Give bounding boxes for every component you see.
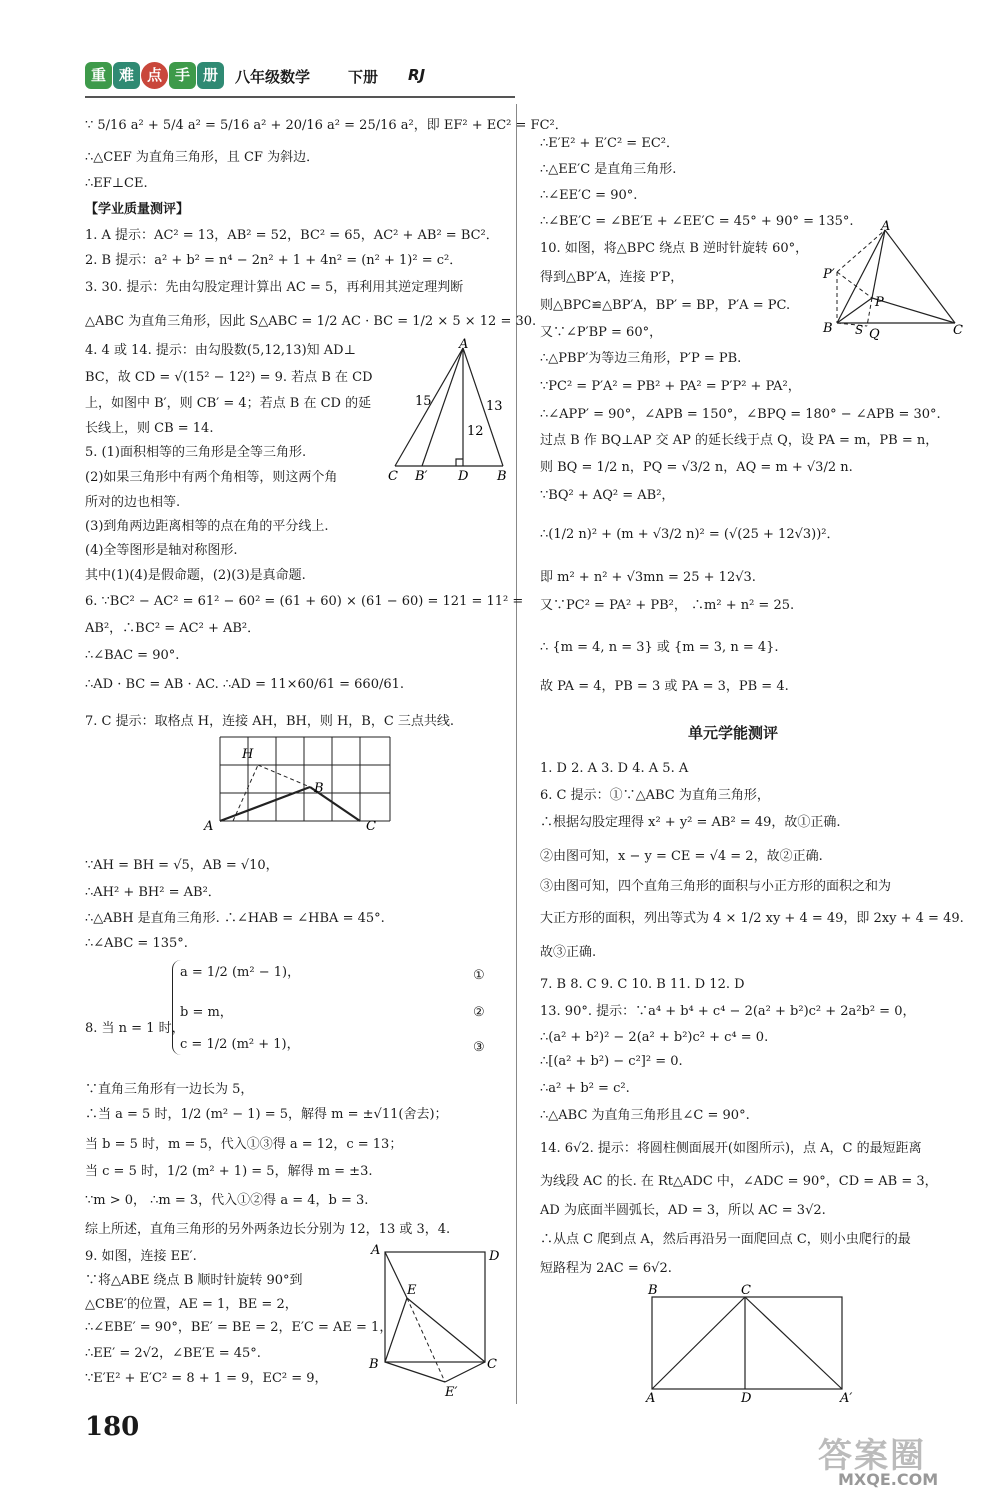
- text-line: 过点 B 作 BQ⊥AP 交 AP 的延长线于点 Q，设 PA = m，PB = n，: [540, 433, 939, 448]
- text-line: ∵PC² = P′A² = PB² + PA² = P′P² + PA²，: [540, 379, 801, 394]
- text-line: ∵将△ABE 绕点 B 顺时针旋转 90°到: [85, 1273, 303, 1288]
- fig4-label-b: B: [497, 469, 507, 484]
- text-line: ∴ {m = 4, n = 3} 或 {m = 3, n = 4}.: [540, 640, 779, 655]
- q8-eq3: c = 1/2 (m² + 1)，: [180, 1037, 300, 1052]
- fig7-label-b: B: [314, 781, 324, 796]
- text-line: 为线段 AC 的长. 在 Rt△ADC 中，∠ADC = 90°，CD = AB = 3，: [540, 1174, 938, 1189]
- text-line: BC，故 CD = √(15² − 12²) = 9. 若点 B 在 CD: [85, 370, 373, 385]
- text-line: 1. D 2. A 3. D 4. A 5. A: [540, 761, 689, 776]
- text-line: 大正方形的面积，列出等式为 4 × 1/2 xy + 4 = 49，即 2xy + 4 = 49.: [540, 911, 964, 926]
- watermark-url: MXQE.COM: [838, 1470, 939, 1489]
- text-line: 14. 6√2. 提示：将圆柱侧面展开(如图所示)，点 A，C 的最短距离: [540, 1141, 922, 1156]
- fig10-label-p: P: [875, 295, 884, 310]
- logo-char: 册: [197, 62, 224, 89]
- text-line: ∴△ABH 是直角三角形. ∴∠HAB = ∠HBA = 45°.: [85, 911, 385, 926]
- header-rule: [85, 96, 515, 98]
- text-line: 6. C 提示：①∵△ABC 为直角三角形，: [540, 788, 770, 803]
- text-line: 2. B 提示：a² + b² = n⁴ − 2n² + 1 + 4n² = (n² + 1)² = c²．: [85, 253, 463, 268]
- fig14-label-b: B: [648, 1283, 658, 1298]
- text-line: ∴a² + b² = c².: [540, 1081, 630, 1096]
- text-line: ∴△ABC 为直角三角形且∠C = 90°.: [540, 1108, 750, 1123]
- text-line: ∴(1/2 n)² + (m + √3/2 n)² = (√(25 + 12√3))²．: [540, 527, 840, 542]
- text-line: ∴AH² + BH² = AB²．: [85, 885, 221, 900]
- text-line: ∴∠BE′C = ∠BE′E + ∠EE′C = 45° + 90° = 135°.: [540, 214, 854, 229]
- figure-q9: [365, 1240, 515, 1405]
- text-line: 9. 如图，连接 EE′.: [85, 1249, 197, 1264]
- text-line: 10. 如图，将△BPC 绕点 B 逆时针旋转 60°，: [540, 241, 809, 256]
- q8-label: 8. 当 n = 1 时，: [85, 1021, 185, 1036]
- text-line: △ABC 为直角三角形，因此 S△ABC = 1/2 AC · BC = 1/2 × 5 × 12 = 30.: [85, 314, 537, 329]
- page-header: [85, 60, 515, 96]
- fig4-label-c: C: [388, 469, 398, 484]
- volume-label: 下册: [348, 68, 379, 86]
- fig14-label-d: D: [741, 1391, 752, 1406]
- text-line: 当 c = 5 时，1/2 (m² + 1) = 5，解得 m = ±3.: [85, 1164, 373, 1179]
- logo-char: 点: [141, 62, 168, 89]
- text-line: 则 BQ = 1/2 n，PQ = √3/2 n，AQ = m + √3/2 n.: [540, 460, 853, 475]
- fig10-label-s: S: [855, 323, 864, 337]
- text-line: 7. B 8. C 9. C 10. B 11. D 12. D: [540, 977, 745, 992]
- text-line: (2)如果三角形中有两个角相等，则这两个角: [85, 470, 338, 485]
- text-line: ∵E′E² + E′C² = 8 + 1 = 9，EC² = 9，: [85, 1371, 328, 1386]
- text-line: ∵BQ² + AQ² = AB²，: [540, 488, 675, 503]
- text-line: 【学业质量测评】: [85, 202, 190, 217]
- text-line: 3. 30. 提示：先由勾股定理计算出 AC = 5，再利用其逆定理判断: [85, 280, 464, 295]
- text-line: 又∵∠P′BP = 60°，: [540, 325, 663, 340]
- fig14-label-aprime: A′: [840, 1391, 853, 1406]
- text-line: AB²，∴BC² = AC² + AB²．: [85, 621, 261, 636]
- fig4-side-15: 15: [415, 394, 432, 409]
- figure-q4: [385, 338, 515, 486]
- text-line: 故③正确.: [540, 945, 597, 960]
- text-line: 其中(1)(4)是假命题，(2)(3)是真命题.: [85, 568, 306, 583]
- grade-label: 八年级数学: [235, 68, 311, 86]
- text-line: ∴∠EE′C = 90°.: [540, 188, 638, 203]
- text-line: (4)全等图形是轴对称图形.: [85, 543, 238, 558]
- text-line: ∵m > 0， ∴m = 3，代入①②得 a = 4，b = 3.: [85, 1193, 369, 1208]
- fig14-label-a: A: [646, 1391, 656, 1406]
- figure-q10: [815, 218, 965, 343]
- q8-eq1: a = 1/2 (m² − 1)，: [180, 965, 301, 980]
- text-line: ∴∠ABC = 135°.: [85, 936, 188, 951]
- fig9-label-e: E: [407, 1283, 417, 1298]
- text-line: 短路程为 2AC = 6√2.: [540, 1261, 672, 1276]
- text-line: ∴△EE′C 是直角三角形.: [540, 162, 677, 177]
- text-line: 则△BPC≌△BP′A，BP′ = BP，P′A = PC.: [540, 298, 791, 313]
- text-line: ∵直角三角形有一边长为 5，: [85, 1082, 254, 1097]
- logo-char: 手: [169, 62, 196, 89]
- text-line: ∴△PBP′为等边三角形，P′P = PB.: [540, 351, 742, 366]
- text-line: ∴E′E² + E′C² = EC²．: [540, 136, 679, 151]
- text-line: ∴EF⊥CE.: [85, 176, 148, 191]
- fig4-label-d: D: [458, 469, 469, 484]
- fig7-label-c: C: [366, 819, 376, 834]
- figure-q14: [640, 1282, 865, 1407]
- q8-num2: ②: [473, 1005, 485, 1020]
- fig9-label-eprime: E′: [445, 1385, 458, 1400]
- text-line: 13. 90°. 提示：∵a⁴ + b⁴ + c⁴ − 2(a² + b²)c² + 2a²b² = 0，: [540, 1004, 916, 1019]
- text-line: 5. (1)面积相等的三角形是全等三角形.: [85, 445, 307, 460]
- text-line: 4. 4 或 14. 提示：由勾股数(5,12,13)知 AD⊥: [85, 343, 356, 358]
- fig7-label-h: H: [242, 747, 254, 762]
- text-line: ∴当 a = 5 时，1/2 (m² − 1) = 5，解得 m = ±√11(舍去)；: [85, 1107, 448, 1122]
- text-line: ∵ 5/16 a² + 5/4 a² = 5/16 a² + 20/16 a² = 25/16 a²，即 EF² + EC² = FC²．: [85, 118, 568, 133]
- fig4-side-13: 13: [486, 399, 503, 414]
- text-line: 7. C 提示：取格点 H，连接 AH，BH，则 H，B，C 三点共线.: [85, 714, 455, 729]
- watermark-logo: 答案圈: [818, 1436, 926, 1476]
- text-line: 所对的边也相等.: [85, 495, 181, 510]
- q8-num3: ③: [473, 1040, 485, 1055]
- q8-eq2: b = m，: [180, 1005, 233, 1020]
- fig9-label-d: D: [489, 1249, 500, 1264]
- text-line: ②由图可知，x − y = CE = √4 = 2，故②正确.: [540, 849, 823, 864]
- text-line: 即 m² + n² + √3mn = 25 + 12√3.: [540, 570, 756, 585]
- fig10-label-b: B: [823, 321, 833, 336]
- text-line: 上，如图中 B′，则 CB′ = 4；若点 B 在 CD 的延: [85, 396, 372, 411]
- fig9-label-c: C: [487, 1357, 497, 1372]
- text-line: ∴∠EBE′ = 90°，BE′ = BE = 2，E′C = AE = 1，: [85, 1320, 393, 1335]
- fig10-label-a: A: [881, 219, 891, 234]
- text-line: ∴AD · BC = AB · AC. ∴AD = 11×60/61 = 660/61.: [85, 677, 405, 692]
- text-line: ∴∠BAC = 90°.: [85, 648, 180, 663]
- unit-title: 单元学能测评: [688, 724, 779, 742]
- text-line: ∴△CEF 为直角三角形，且 CF 为斜边．: [85, 150, 320, 165]
- fig10-label-q: Q: [869, 327, 880, 342]
- fig9-label-b: B: [369, 1357, 379, 1372]
- fig10-label-pprime: P′: [823, 267, 835, 282]
- figure-q7-grid: [200, 732, 400, 837]
- text-line: ∴EE′ = 2√2，∠BE′E = 45°.: [85, 1346, 261, 1361]
- fig7-label-a: A: [204, 819, 214, 834]
- text-line: △CBE′的位置，AE = 1，BE = 2，: [85, 1297, 298, 1312]
- logo-char: 难: [113, 62, 140, 89]
- logo-char: 重: [85, 62, 112, 89]
- text-line: 故 PA = 4，PB = 3 或 PA = 3，PB = 4.: [540, 679, 789, 694]
- text-line: ∴从点 C 爬到点 A，然后再沿另一面爬回点 C，则小虫爬行的最: [540, 1232, 911, 1247]
- fig10-label-c: C: [953, 323, 963, 338]
- text-line: 6. ∵BC² − AC² = 61² − 60² = (61 + 60) × (61 − 60) = 121 = 11² =: [85, 594, 524, 609]
- text-line: 当 b = 5 时，m = 5，代入①③得 a = 12，c = 13；: [85, 1137, 403, 1152]
- edition-label: RJ: [408, 66, 426, 84]
- column-divider: [516, 104, 517, 1404]
- q8-num1: ①: [473, 968, 485, 983]
- text-line: ∴[(a² + b²) − c²]² = 0.: [540, 1054, 683, 1069]
- text-line: 1. A 提示：AC² = 13，AB² = 52，BC² = 65，AC² + AB² = BC²．: [85, 228, 499, 243]
- text-line: (3)到角两边距离相等的点在角的平分线上.: [85, 519, 329, 534]
- fig4-label-bprime: B′: [415, 469, 428, 484]
- text-line: 综上所述，直角三角形的另外两条边长分别为 12，13 或 3，4.: [85, 1222, 451, 1237]
- text-line: ∵AH = BH = √5，AB = √10，: [85, 858, 279, 873]
- text-line: ∴(a² + b²)² − 2(a² + b²)c² + c⁴ = 0.: [540, 1030, 769, 1045]
- fig4-side-12: 12: [467, 424, 484, 439]
- text-line: 又∵PC² = PA² + PB²， ∴m² + n² = 25.: [540, 598, 795, 613]
- text-line: 得到△BP′A，连接 P′P，: [540, 270, 684, 285]
- fig14-label-c: C: [741, 1283, 751, 1298]
- text-line: ∴根据勾股定理得 x² + y² = AB² = 49，故①正确.: [540, 815, 841, 830]
- text-line: ③由图可知，四个直角三角形的面积与小正方形的面积之和为: [540, 879, 892, 894]
- text-line: AD 为底面半圆弧长，AD = 3，所以 AC = 3√2.: [540, 1203, 826, 1218]
- text-line: 长线上，则 CB = 14.: [85, 421, 214, 436]
- text-line: ∴∠APP′ = 90°，∠APB = 150°，∠BPQ = 180° − ∠APB = 30°.: [540, 407, 941, 422]
- page-number: 180: [85, 1412, 140, 1442]
- fig4-label-a: A: [459, 338, 469, 352]
- fig9-label-a: A: [371, 1243, 381, 1258]
